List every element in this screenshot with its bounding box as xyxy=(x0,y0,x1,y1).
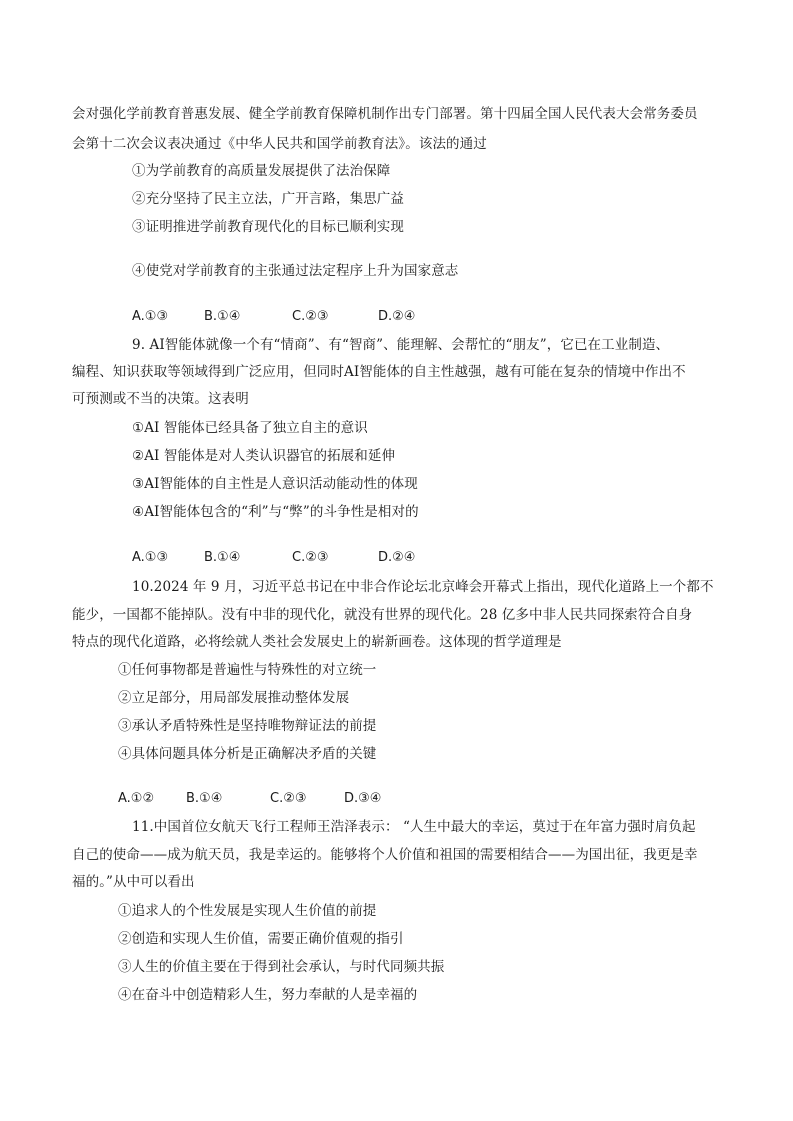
q10-options xyxy=(118,789,381,809)
q9-line-3: 可预测或不当的决策。这表明 xyxy=(72,391,249,407)
q9-item-4: ④AI智能体包含的“利”与“弊”的斗争性是相对的 xyxy=(132,504,419,520)
option-a: A.①③ xyxy=(132,550,169,565)
intro-line-1: 会对强化学前教育普惠发展、健全学前教育保障机制作出专门部署。第十四届全国人民代表大会常务委员 xyxy=(72,106,698,122)
option-b: B.①④ xyxy=(186,791,223,806)
q9-item-2: ②AI 智能体是对人类认识器官的拓展和延伸 xyxy=(132,448,396,464)
q10-item-2: ②立足部分，用局部发展推动整体发展 xyxy=(118,690,350,706)
option-d: D.②④ xyxy=(378,309,416,324)
q10-item-1: ①任何事物都是普遍性与特殊性的对立统一 xyxy=(118,662,377,678)
option-d: D.②④ xyxy=(378,550,416,565)
q11-line-1: 11.中国首位女航天飞行工程师王浩泽表示： “人生中最大的幸运，莫过于在年富力强时肩负起 xyxy=(132,819,696,835)
q10-line-2: 能少，一国都不能掉队。没有中非的现代化，就没有世界的现代化。28 亿多中非人民共同探索符合自身 xyxy=(72,607,693,623)
q11-line-3: 福的。”从中可以看出 xyxy=(72,874,195,890)
q11-item-4: ④在奋斗中创造精彩人生，努力奉献的人是幸福的 xyxy=(118,987,418,1003)
option-b: B.①④ xyxy=(204,550,241,565)
intro-item-1: ①为学前教育的高质量发展提供了法治保障 xyxy=(132,163,391,179)
q11-item-1: ①追求人的个性发展是实现人生价值的前提 xyxy=(118,903,377,919)
q11-item-3: ③人生的价值主要在于得到社会承认，与时代同频共振 xyxy=(118,959,445,975)
option-a: A.①② xyxy=(118,791,155,806)
q9-line-1: 9. AI智能体就像一个有“情商”、有“智商”、能理解、会帮忙的“朋友”，它已在工业制造、 xyxy=(132,337,670,353)
intro-item-3: ③证明推进学前教育现代化的目标已顺利实现 xyxy=(132,219,404,235)
q10-item-3: ③承认矛盾特殊性是坚持唯物辩证法的前提 xyxy=(118,718,377,734)
q9-item-3: ③AI智能体的自主性是人意识活动能动性的体现 xyxy=(132,476,418,492)
intro-item-2: ②充分坚持了民主立法，广开言路，集思广益 xyxy=(132,191,404,207)
q11-item-2: ②创造和实现人生价值，需要正确价值观的指引 xyxy=(118,931,404,947)
intro-options xyxy=(132,307,415,327)
option-b: B.①④ xyxy=(204,309,241,324)
q9-options xyxy=(132,548,415,568)
option-c: C.②③ xyxy=(292,550,329,565)
intro-item-4: ④使党对学前教育的主张通过法定程序上升为国家意志 xyxy=(132,263,459,279)
intro-line-2: 会第十二次会议表决通过《中华人民共和国学前教育法》。该法的通过 xyxy=(72,136,487,152)
q10-line-1: 10.2024 年 9 月，习近平总书记在中非合作论坛北京峰会开幕式上指出，现代化道路上一个都不 xyxy=(132,579,714,595)
q10-line-3: 特点的现代化道路，必将绘就人类社会发展史上的崭新画卷。这体现的哲学道理是 xyxy=(72,634,562,650)
option-a: A.①③ xyxy=(132,309,169,324)
q9-item-1: ①AI 智能体已经具备了独立自主的意识 xyxy=(132,420,368,436)
option-c: C.②③ xyxy=(270,791,307,806)
q9-line-2: 编程、知识获取等领域得到广泛应用，但同时AI智能体的自主性越强，越有可能在复杂的情境中作出不 xyxy=(72,364,686,380)
option-c: C.②③ xyxy=(292,309,329,324)
option-d: D.③④ xyxy=(344,791,382,806)
q11-line-2: 自己的使命——成为航天员，我是幸运的。能够将个人价值和祖国的需要相结合——为国出征，我更是幸 xyxy=(72,847,698,863)
q10-item-4: ④具体问题具体分析是正确解决矛盾的关键 xyxy=(118,746,377,762)
